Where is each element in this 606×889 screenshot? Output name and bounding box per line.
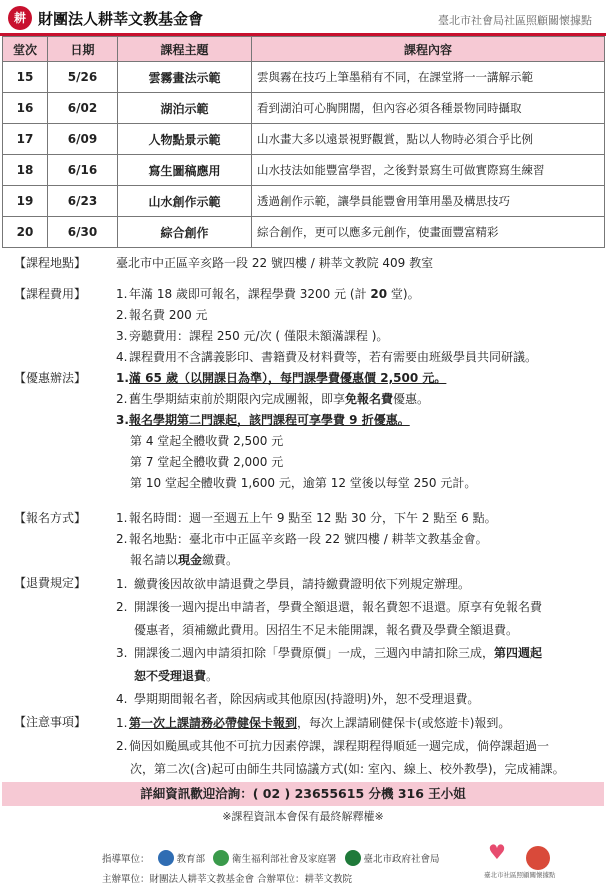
table-row bbox=[3, 124, 605, 155]
guide-unit: 臺北市政府社會局 bbox=[363, 854, 440, 865]
session-content: 透過創作示範，讓學員能豐會用筆用墨及構思技巧 bbox=[252, 186, 605, 217]
session-number: 19 bbox=[3, 186, 48, 217]
session-topic: 人物點景示範 bbox=[118, 124, 252, 155]
list-item: 3. 開課後二週內申請須扣除「學費原價」一成，三週內申請扣除三成，第四週起 bbox=[116, 646, 543, 660]
session-number: 18 bbox=[3, 155, 48, 186]
list-item: 4. 課程費用不含講義影印、書籍費及材料費等，若有需要由班級學員共同研議。 bbox=[116, 350, 538, 364]
disclaimer: ※課程資訊本會保有最終解釋權※ bbox=[222, 810, 384, 823]
section-label: 【課程費用】 bbox=[14, 287, 87, 301]
table-row bbox=[3, 186, 605, 217]
page-footer bbox=[0, 836, 606, 889]
table-header-row bbox=[3, 37, 605, 62]
session-topic: 綜合創作 bbox=[118, 217, 252, 248]
column-header: 堂次 bbox=[3, 37, 48, 62]
taipei-city-logo-icon bbox=[345, 850, 361, 866]
column-header: 課程主題 bbox=[118, 37, 252, 62]
guide-unit: 衛生福利部社會及家庭署 bbox=[232, 854, 337, 865]
community-care-seal-icon bbox=[526, 846, 550, 870]
session-number: 20 bbox=[3, 217, 48, 248]
discount-tier: 第 10 堂起全體收費 1,600 元，逾第 12 堂後以每堂 250 元計。 bbox=[130, 476, 477, 490]
session-number: 16 bbox=[3, 93, 48, 124]
table-row bbox=[3, 155, 605, 186]
session-topic: 山水創作示範 bbox=[118, 186, 252, 217]
list-item-continuation: 恕不受理退費。 bbox=[134, 669, 219, 683]
session-date: 6/16 bbox=[48, 155, 118, 186]
list-item: 2. 報名費 200 元 bbox=[116, 308, 208, 322]
guide-unit: 教育部 bbox=[176, 854, 206, 865]
session-content: 雲與霧在技巧上筆墨稍有不同，在課堂將一一講解示範 bbox=[252, 62, 605, 93]
guide-label: 指導單位： bbox=[102, 854, 150, 865]
session-content: 看到湖泊可心胸開闊，但內容必須各種景物同時攝取 bbox=[252, 93, 605, 124]
list-item: 1. 繳費後因故欲申請退費之學員，請持繳費證明依下列規定辦理。 bbox=[116, 577, 471, 591]
community-care-caption: 臺北市社區照顧關懷據點 bbox=[484, 871, 556, 879]
table-row bbox=[3, 93, 605, 124]
list-item: 2. 開課後一週內提出申請者，學費全額退還，報名費恕不退還。原享有免報名費 bbox=[116, 600, 543, 614]
discount-tier: 第 4 堂起全體收費 2,500 元 bbox=[130, 434, 284, 448]
contact-bar: 詳細資訊歡迎洽詢：( 02 ) 23655615 分機 316 王小姐 bbox=[2, 782, 604, 806]
list-item: 1. 第一次上課請務必帶健保卡報到，每次上課請刷健保卡(或悠遊卡)報到。 bbox=[116, 716, 511, 730]
session-content: 綜合創作，更可以應多元創作，使畫面豐富精彩 bbox=[252, 217, 605, 248]
org-title: 財團法人耕莘文教基金會 bbox=[38, 10, 204, 28]
list-item: 1. 報名時間：週一至週五上午 9 點至 12 點 30 分，下午 2 點至 6 點。 bbox=[116, 511, 497, 525]
host-units: 主辦單位：財團法人耕莘文教基金會 合辦單位：耕莘文教院 bbox=[102, 874, 353, 885]
foundation-logo-icon: 耕 bbox=[8, 6, 32, 30]
column-header: 課程內容 bbox=[252, 37, 605, 62]
section-label: 【課程地點】 bbox=[14, 256, 87, 270]
list-item: 1. 滿 65 歲（以開課日為準），每門課學費優惠價 2,500 元。 bbox=[116, 371, 447, 385]
session-date: 6/23 bbox=[48, 186, 118, 217]
list-item-continuation: 優惠者，須補繳此費用。因招生不足未能開課，報名費及學費全額退費。 bbox=[134, 623, 519, 637]
session-topic: 湖泊示範 bbox=[118, 93, 252, 124]
header-subtitle: 臺北市社會局社區照顧關懷據點 bbox=[438, 14, 592, 27]
session-date: 6/09 bbox=[48, 124, 118, 155]
list-item: 2. 報名地點：臺北市中正區辛亥路一段 22 號四樓 / 耕莘文教基金會。 bbox=[116, 532, 488, 546]
list-item: 3. 旁聽費用：課程 250 元/次 ( 僅限未額滿課程 )。 bbox=[116, 329, 389, 343]
session-date: 6/30 bbox=[48, 217, 118, 248]
column-header: 日期 bbox=[48, 37, 118, 62]
health-welfare-logo-icon bbox=[213, 850, 229, 866]
section-label: 【退費規定】 bbox=[14, 576, 87, 590]
list-item: 3. 報名學期第二門課起，該門課程可享學費 9 折優惠。 bbox=[116, 413, 410, 427]
session-topic: 雲霧畫法示範 bbox=[118, 62, 252, 93]
session-content: 山水技法如能豐富學習，之後對景寫生可做實際寫生練習 bbox=[252, 155, 605, 186]
list-item: 1. 年滿 18 歲即可報名，課程學費 3200 元 (計 20 堂)。 bbox=[116, 287, 420, 301]
table-row bbox=[3, 62, 605, 93]
session-number: 15 bbox=[3, 62, 48, 93]
schedule-table bbox=[2, 36, 605, 248]
session-number: 17 bbox=[3, 124, 48, 155]
list-item: 2. 倘因如颱風或其他不可抗力因素停課，課程期程得順延一週完成，倘停課超過一 bbox=[116, 739, 550, 753]
payment-note: 報名請以現金繳費。 bbox=[130, 553, 239, 567]
list-item: 2. 舊生學期結束前於期限內完成團報，即享免報名費優惠。 bbox=[116, 392, 430, 406]
list-item: 4. 學期期間報名者，除因病或其他原因(持證明)外，恕不受理退費。 bbox=[116, 692, 480, 706]
session-topic: 寫生圖稿應用 bbox=[118, 155, 252, 186]
section-label: 【優惠辦法】 bbox=[14, 371, 87, 385]
section-label: 【報名方式】 bbox=[14, 511, 87, 525]
section-label: 【注意事項】 bbox=[14, 715, 87, 729]
ministry-of-education-logo-icon bbox=[158, 850, 174, 866]
guide-units bbox=[102, 850, 440, 866]
session-date: 6/02 bbox=[48, 93, 118, 124]
session-content: 山水畫大多以遠景視野觀賞，點以人物時必須合乎比例 bbox=[252, 124, 605, 155]
list-item-continuation: 次，第二次(含)起可由師生共同協議方式(如: 室內、線上、校外教學)，完成補課。 bbox=[130, 762, 565, 776]
page-header bbox=[0, 0, 606, 36]
discount-tier: 第 7 堂起全體收費 2,000 元 bbox=[130, 455, 284, 469]
location-text: 臺北市中正區辛亥路一段 22 號四樓 / 耕莘文教院 409 教室 bbox=[116, 256, 434, 270]
session-date: 5/26 bbox=[48, 62, 118, 93]
table-row bbox=[3, 217, 605, 248]
heart-logo-icon: ♥ bbox=[488, 840, 506, 864]
